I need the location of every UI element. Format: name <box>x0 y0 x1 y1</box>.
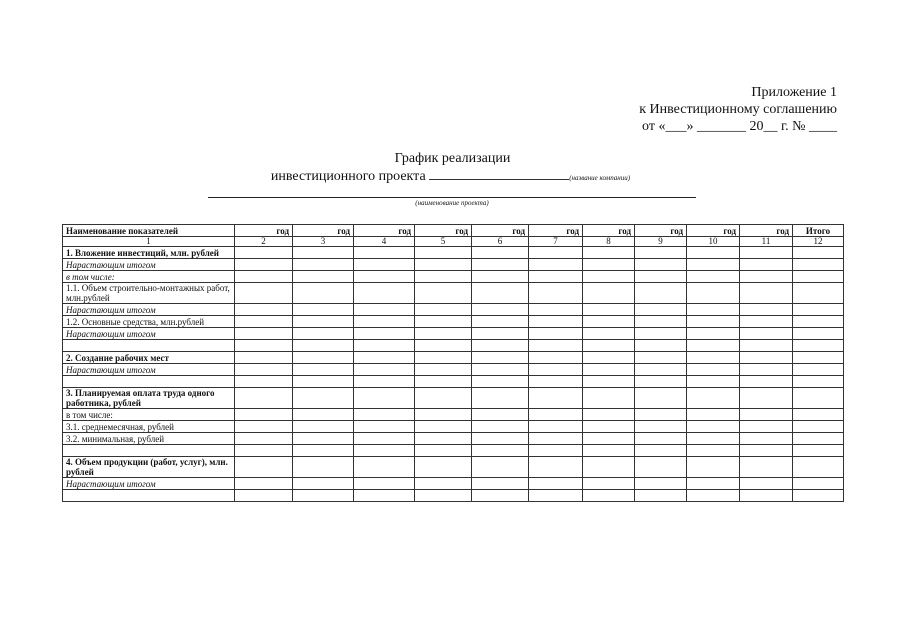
value-cell <box>687 457 740 478</box>
value-cell <box>793 247 844 259</box>
value-cell <box>529 304 583 316</box>
value-cell <box>235 352 293 364</box>
table-header-row <box>63 225 844 237</box>
value-cell <box>687 316 740 328</box>
value-cell <box>472 283 529 304</box>
value-cell <box>793 304 844 316</box>
value-cell <box>235 316 293 328</box>
row-label: Нарастающим итогом <box>63 478 235 490</box>
value-cell <box>583 364 635 376</box>
value-cell <box>472 421 529 433</box>
value-cell <box>529 340 583 352</box>
table-row <box>63 328 844 340</box>
value-cell <box>740 247 793 259</box>
value-cell <box>354 490 415 502</box>
value-cell <box>293 376 354 388</box>
row-label: Нарастающим итогом <box>63 328 235 340</box>
value-cell <box>415 352 472 364</box>
value-cell <box>529 316 583 328</box>
value-cell <box>293 283 354 304</box>
value-cell <box>635 478 687 490</box>
value-cell <box>235 328 293 340</box>
value-cell <box>635 409 687 421</box>
value-cell <box>472 457 529 478</box>
value-cell <box>235 340 293 352</box>
value-cell <box>354 352 415 364</box>
value-cell <box>472 376 529 388</box>
value-cell <box>529 409 583 421</box>
header-year-cell: год <box>740 225 793 237</box>
value-cell <box>583 388 635 409</box>
value-cell <box>293 445 354 457</box>
value-cell <box>472 445 529 457</box>
table-row <box>63 433 844 445</box>
value-cell <box>793 259 844 271</box>
value-cell <box>635 490 687 502</box>
value-cell <box>635 259 687 271</box>
value-cell <box>740 271 793 283</box>
value-cell <box>740 490 793 502</box>
row-label: 4. Объем продукции (работ, услуг), млн. рублей <box>63 457 235 478</box>
value-cell <box>687 352 740 364</box>
value-cell <box>687 445 740 457</box>
value-cell <box>740 340 793 352</box>
value-cell <box>354 259 415 271</box>
value-cell <box>472 478 529 490</box>
value-cell <box>583 328 635 340</box>
value-cell <box>354 376 415 388</box>
value-cell <box>793 352 844 364</box>
row-label: Нарастающим итогом <box>63 259 235 271</box>
header-year-cell: год <box>293 225 354 237</box>
value-cell <box>472 316 529 328</box>
value-cell <box>354 478 415 490</box>
header-year-cell: год <box>529 225 583 237</box>
value-cell <box>472 247 529 259</box>
table-body <box>63 247 844 502</box>
value-cell <box>740 376 793 388</box>
value-cell <box>415 388 472 409</box>
value-cell <box>354 364 415 376</box>
table-row <box>63 271 844 283</box>
value-cell <box>354 445 415 457</box>
value-cell <box>583 376 635 388</box>
value-cell <box>687 421 740 433</box>
value-cell <box>472 340 529 352</box>
table-row <box>63 247 844 259</box>
value-cell <box>293 478 354 490</box>
value-cell <box>740 364 793 376</box>
value-cell <box>583 457 635 478</box>
value-cell <box>740 433 793 445</box>
title-line-2-prefix: инвестиционного проекта <box>270 169 426 184</box>
project-name-line <box>208 197 696 198</box>
value-cell <box>635 433 687 445</box>
value-cell <box>235 421 293 433</box>
value-cell <box>793 283 844 304</box>
value-cell <box>635 247 687 259</box>
value-cell <box>472 304 529 316</box>
value-cell <box>293 247 354 259</box>
annex-line-3: от «___» _______ 20__ г. № ____ <box>642 119 837 134</box>
row-label: 2. Создание рабочих мест <box>63 352 235 364</box>
value-cell <box>415 376 472 388</box>
value-cell <box>415 316 472 328</box>
value-cell <box>472 364 529 376</box>
row-label <box>63 340 235 352</box>
value-cell <box>415 433 472 445</box>
col-number-cell: 3 <box>293 237 354 247</box>
value-cell <box>415 364 472 376</box>
row-label: 3. Планируемая оплата труда одного работника, рублей <box>63 388 235 409</box>
value-cell <box>635 376 687 388</box>
value-cell <box>583 316 635 328</box>
value-cell <box>793 433 844 445</box>
value-cell <box>740 457 793 478</box>
value-cell <box>687 478 740 490</box>
table-row <box>63 409 844 421</box>
value-cell <box>740 478 793 490</box>
value-cell <box>583 247 635 259</box>
column-number-row <box>63 237 844 247</box>
value-cell <box>793 316 844 328</box>
value-cell <box>529 478 583 490</box>
value-cell <box>583 271 635 283</box>
value-cell <box>354 433 415 445</box>
value-cell <box>583 304 635 316</box>
col-number-cell: 7 <box>529 237 583 247</box>
header-year-cell: год <box>635 225 687 237</box>
row-label: в том числе: <box>63 409 235 421</box>
value-cell <box>740 259 793 271</box>
value-cell <box>635 304 687 316</box>
table-row <box>63 304 844 316</box>
value-cell <box>472 388 529 409</box>
document-title <box>0 150 905 187</box>
value-cell <box>583 340 635 352</box>
value-cell <box>635 457 687 478</box>
value-cell <box>235 457 293 478</box>
value-cell <box>354 421 415 433</box>
value-cell <box>583 445 635 457</box>
header-year-cell: год <box>415 225 472 237</box>
value-cell <box>235 478 293 490</box>
value-cell <box>293 364 354 376</box>
value-cell <box>293 259 354 271</box>
value-cell <box>529 352 583 364</box>
row-label: 3.2. минимальная, рублей <box>63 433 235 445</box>
value-cell <box>354 283 415 304</box>
value-cell <box>415 247 472 259</box>
value-cell <box>415 328 472 340</box>
value-cell <box>529 445 583 457</box>
value-cell <box>740 409 793 421</box>
value-cell <box>793 364 844 376</box>
value-cell <box>793 421 844 433</box>
value-cell <box>415 259 472 271</box>
header-total-cell: Итого <box>793 225 844 237</box>
value-cell <box>687 247 740 259</box>
col-number-cell: 4 <box>354 237 415 247</box>
value-cell <box>354 388 415 409</box>
value-cell <box>740 328 793 340</box>
value-cell <box>529 421 583 433</box>
value-cell <box>793 328 844 340</box>
table-row <box>63 376 844 388</box>
value-cell <box>687 490 740 502</box>
value-cell <box>235 433 293 445</box>
value-cell <box>472 490 529 502</box>
value-cell <box>415 283 472 304</box>
value-cell <box>293 421 354 433</box>
value-cell <box>635 328 687 340</box>
value-cell <box>687 259 740 271</box>
value-cell <box>740 352 793 364</box>
value-cell <box>415 478 472 490</box>
value-cell <box>415 271 472 283</box>
value-cell <box>740 316 793 328</box>
row-label: Нарастающим итогом <box>63 364 235 376</box>
value-cell <box>583 433 635 445</box>
value-cell <box>583 283 635 304</box>
annex-line-2: к Инвестиционному соглашению <box>639 102 837 117</box>
value-cell <box>793 409 844 421</box>
value-cell <box>354 316 415 328</box>
value-cell <box>293 433 354 445</box>
value-cell <box>687 304 740 316</box>
value-cell <box>529 490 583 502</box>
col-number-cell: 12 <box>793 237 844 247</box>
value-cell <box>529 283 583 304</box>
table-row <box>63 478 844 490</box>
value-cell <box>472 433 529 445</box>
value-cell <box>293 340 354 352</box>
value-cell <box>293 352 354 364</box>
value-cell <box>529 259 583 271</box>
col-number-cell: 10 <box>687 237 740 247</box>
value-cell <box>293 388 354 409</box>
value-cell <box>635 271 687 283</box>
table-row <box>63 445 844 457</box>
col-number-cell: 1 <box>63 237 235 247</box>
value-cell <box>635 316 687 328</box>
value-cell <box>415 445 472 457</box>
value-cell <box>687 340 740 352</box>
row-label <box>63 490 235 502</box>
value-cell <box>583 409 635 421</box>
value-cell <box>529 457 583 478</box>
row-label: 1. Вложение инвестиций, млн. рублей <box>63 247 235 259</box>
header-year-cell: год <box>472 225 529 237</box>
row-label <box>63 445 235 457</box>
header-year-cell: год <box>354 225 415 237</box>
value-cell <box>793 388 844 409</box>
row-label <box>63 376 235 388</box>
table-row <box>63 259 844 271</box>
value-cell <box>793 376 844 388</box>
col-number-cell: 2 <box>235 237 293 247</box>
value-cell <box>415 490 472 502</box>
value-cell <box>793 490 844 502</box>
table-row <box>63 283 844 304</box>
value-cell <box>472 409 529 421</box>
value-cell <box>635 388 687 409</box>
col-number-cell: 6 <box>472 237 529 247</box>
value-cell <box>235 376 293 388</box>
row-label: в том числе: <box>63 271 235 283</box>
value-cell <box>635 445 687 457</box>
value-cell <box>293 409 354 421</box>
company-name-hint: (название компании) <box>569 174 631 182</box>
value-cell <box>415 457 472 478</box>
value-cell <box>793 457 844 478</box>
value-cell <box>354 340 415 352</box>
value-cell <box>687 328 740 340</box>
value-cell <box>415 421 472 433</box>
value-cell <box>529 376 583 388</box>
value-cell <box>793 340 844 352</box>
value-cell <box>354 409 415 421</box>
value-cell <box>793 271 844 283</box>
company-name-blank <box>429 167 569 180</box>
value-cell <box>472 328 529 340</box>
header-year-cell: год <box>583 225 635 237</box>
value-cell <box>293 304 354 316</box>
value-cell <box>472 271 529 283</box>
header-year-cell: год <box>235 225 293 237</box>
value-cell <box>687 388 740 409</box>
value-cell <box>354 247 415 259</box>
title-line-2 <box>0 167 903 187</box>
value-cell <box>635 364 687 376</box>
value-cell <box>635 340 687 352</box>
table-row <box>63 490 844 502</box>
annex-line-1: Приложение 1 <box>751 85 837 100</box>
col-number-cell: 8 <box>583 237 635 247</box>
row-label: Нарастающим итогом <box>63 304 235 316</box>
value-cell <box>293 328 354 340</box>
row-label: 1.2. Основные средства, млн.рублей <box>63 316 235 328</box>
value-cell <box>415 409 472 421</box>
value-cell <box>235 490 293 502</box>
value-cell <box>740 445 793 457</box>
value-cell <box>415 304 472 316</box>
value-cell <box>687 271 740 283</box>
value-cell <box>583 490 635 502</box>
value-cell <box>235 304 293 316</box>
value-cell <box>583 259 635 271</box>
table-row <box>63 421 844 433</box>
value-cell <box>687 433 740 445</box>
value-cell <box>687 283 740 304</box>
row-label: 1.1. Объем строительно-монтажных работ, млн.рублей <box>63 283 235 304</box>
table-row <box>63 352 844 364</box>
value-cell <box>687 364 740 376</box>
value-cell <box>235 409 293 421</box>
value-cell <box>740 421 793 433</box>
value-cell <box>793 478 844 490</box>
value-cell <box>354 457 415 478</box>
schedule-table <box>62 224 844 502</box>
row-label: 3.1. среднемесячная, рублей <box>63 421 235 433</box>
table-row <box>63 388 844 409</box>
table-row <box>63 340 844 352</box>
value-cell <box>235 259 293 271</box>
value-cell <box>235 364 293 376</box>
value-cell <box>529 433 583 445</box>
table-row <box>63 457 844 478</box>
value-cell <box>635 283 687 304</box>
value-cell <box>293 457 354 478</box>
value-cell <box>529 364 583 376</box>
value-cell <box>235 388 293 409</box>
value-cell <box>354 328 415 340</box>
value-cell <box>740 304 793 316</box>
value-cell <box>354 304 415 316</box>
value-cell <box>529 328 583 340</box>
value-cell <box>472 259 529 271</box>
value-cell <box>583 352 635 364</box>
value-cell <box>793 445 844 457</box>
project-name-hint: (наименование проекта) <box>415 199 489 207</box>
value-cell <box>583 478 635 490</box>
value-cell <box>687 376 740 388</box>
table-row <box>63 364 844 376</box>
annex-header <box>639 84 837 135</box>
value-cell <box>293 316 354 328</box>
value-cell <box>235 271 293 283</box>
value-cell <box>235 247 293 259</box>
value-cell <box>740 388 793 409</box>
col-number-cell: 9 <box>635 237 687 247</box>
value-cell <box>235 283 293 304</box>
value-cell <box>687 409 740 421</box>
value-cell <box>635 352 687 364</box>
header-name-cell: Наименование показателей <box>63 225 235 237</box>
value-cell <box>635 421 687 433</box>
value-cell <box>235 445 293 457</box>
col-number-cell: 11 <box>740 237 793 247</box>
value-cell <box>529 271 583 283</box>
value-cell <box>293 490 354 502</box>
title-line-1: График реализации <box>394 151 511 166</box>
value-cell <box>293 271 354 283</box>
value-cell <box>415 340 472 352</box>
value-cell <box>529 247 583 259</box>
value-cell <box>529 388 583 409</box>
value-cell <box>583 421 635 433</box>
value-cell <box>354 271 415 283</box>
value-cell <box>472 352 529 364</box>
col-number-cell: 5 <box>415 237 472 247</box>
header-year-cell: год <box>687 225 740 237</box>
table-row <box>63 316 844 328</box>
value-cell <box>740 283 793 304</box>
